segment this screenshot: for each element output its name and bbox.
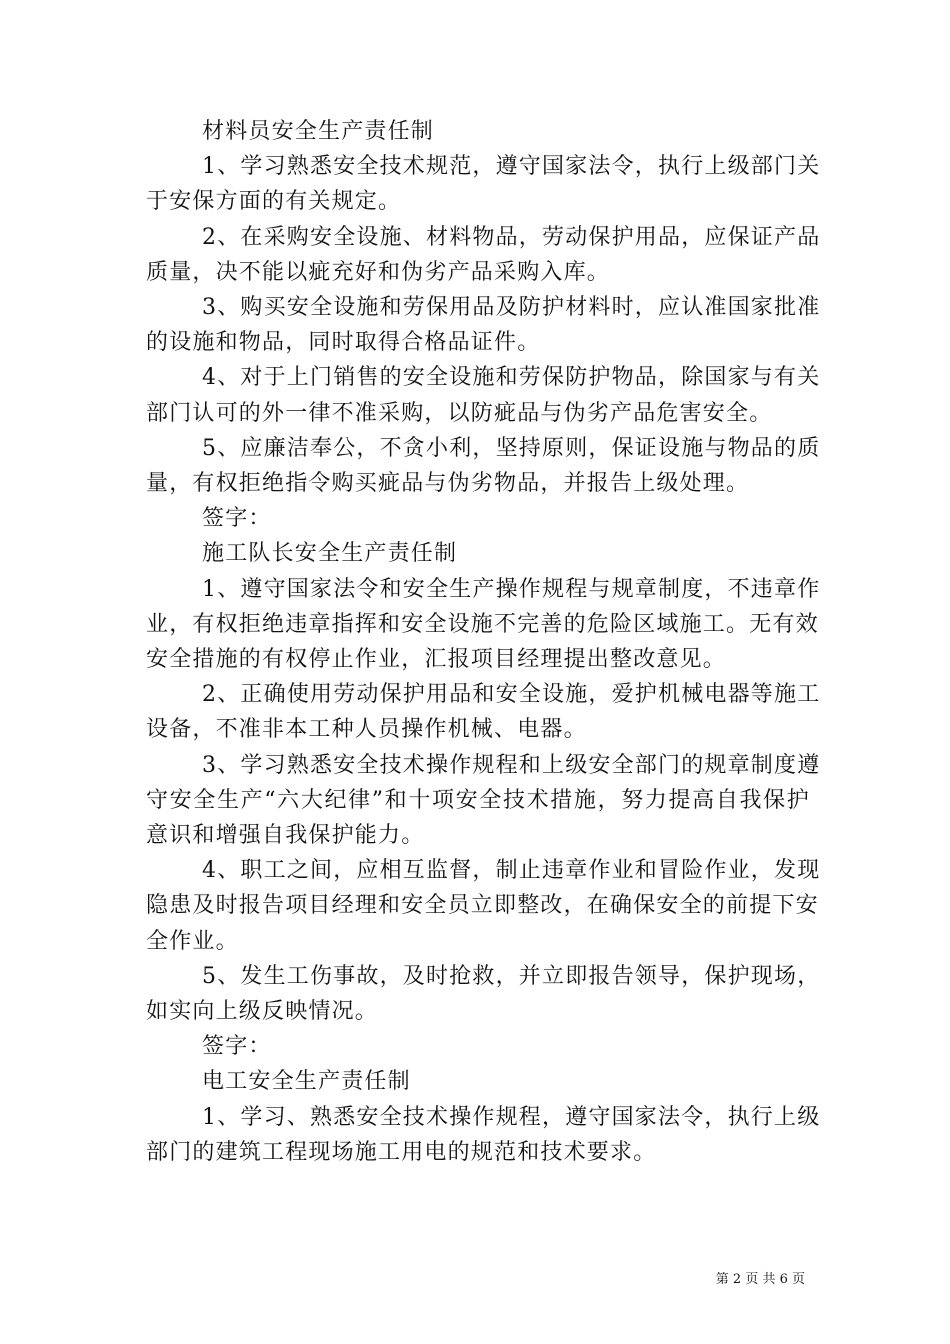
section-title: 电工安全生产责任制 bbox=[202, 1069, 411, 1095]
paragraph-line: 意识和增强自我保护能力。 bbox=[146, 823, 425, 849]
paragraph-line: 如实向上级反映情况。 bbox=[146, 999, 379, 1025]
signature-label: 签字： bbox=[202, 1034, 272, 1060]
paragraph-line: 设备，不准非本工种人员操作机械、电器。 bbox=[146, 717, 587, 743]
signature-label: 签字： bbox=[202, 506, 272, 532]
paragraph-line: 全作业。 bbox=[146, 928, 239, 954]
document-body bbox=[146, 114, 821, 1170]
paragraph-line: 质量，决不能以疵充好和伪劣产品采购入库。 bbox=[146, 259, 611, 285]
paragraph-line: 的设施和物品，同时取得合格品证件。 bbox=[146, 330, 541, 356]
paragraph-line: 隐患及时报告项目经理和安全员立即整改，在确保安全的前提下安 bbox=[146, 893, 819, 919]
paragraph-line: 5、发生工伤事故，及时抢救，并立即报告领导，保护现场， bbox=[202, 963, 821, 989]
paragraph-line: 3、学习熟悉安全技术操作规程和上级安全部门的规章制度遵 bbox=[202, 752, 821, 778]
paragraph-line: 于安保方面的有关规定。 bbox=[146, 189, 402, 215]
paragraph-line: 5、应廉洁奉公，不贪小利，坚持原则，保证设施与物品的质 bbox=[202, 435, 821, 461]
paragraph-line: 安全措施的有权停止作业，汇报项目经理提出整改意见。 bbox=[146, 647, 727, 673]
paragraph-line: 2、正确使用劳动保护用品和安全设施，爱护机械电器等施工 bbox=[202, 682, 821, 708]
paragraph-line: 1、学习、熟悉安全技术操作规程，遵守国家法令，执行上级 bbox=[202, 1104, 821, 1130]
paragraph-line: 4、职工之间，应相互监督，制止违章作业和冒险作业，发现 bbox=[202, 858, 821, 884]
paragraph-line: 守安全生产“六大纪律”和十项安全技术措施，努力提高自我保护 bbox=[146, 787, 810, 813]
paragraph-line: 3、购买安全设施和劳保用品及防护材料时，应认准国家批准 bbox=[202, 295, 821, 321]
paragraph-line: 部门的建筑工程现场施工用电的规范和技术要求。 bbox=[146, 1139, 657, 1165]
section-title: 施工队长安全生产责任制 bbox=[202, 541, 458, 567]
paragraph-line: 部门认可的外一律不准采购，以防疵品与伪劣产品危害安全。 bbox=[146, 400, 773, 426]
paragraph-line: 1、学习熟悉安全技术规范，遵守国家法令，执行上级部门关 bbox=[202, 154, 821, 180]
paragraph-line: 2、在采购安全设施、材料物品，劳动保护用品，应保证产品 bbox=[202, 224, 821, 250]
paragraph-line: 业，有权拒绝违章指挥和安全设施不完善的危险区域施工。无有效 bbox=[146, 611, 819, 637]
paragraph-line: 1、遵守国家法令和安全生产操作规程与规章制度，不违章作 bbox=[202, 576, 821, 602]
paragraph-line: 量，有权拒绝指令购买疵品与伪劣物品，并报告上级处理。 bbox=[146, 471, 750, 497]
section-title: 材料员安全生产责任制 bbox=[202, 119, 435, 144]
paragraph-line: 4、对于上门销售的安全设施和劳保防护物品，除国家与有关 bbox=[202, 365, 821, 391]
page-number: 第 2 页 共 6 页 bbox=[715, 1272, 805, 1287]
page-footer bbox=[716, 1268, 805, 1287]
